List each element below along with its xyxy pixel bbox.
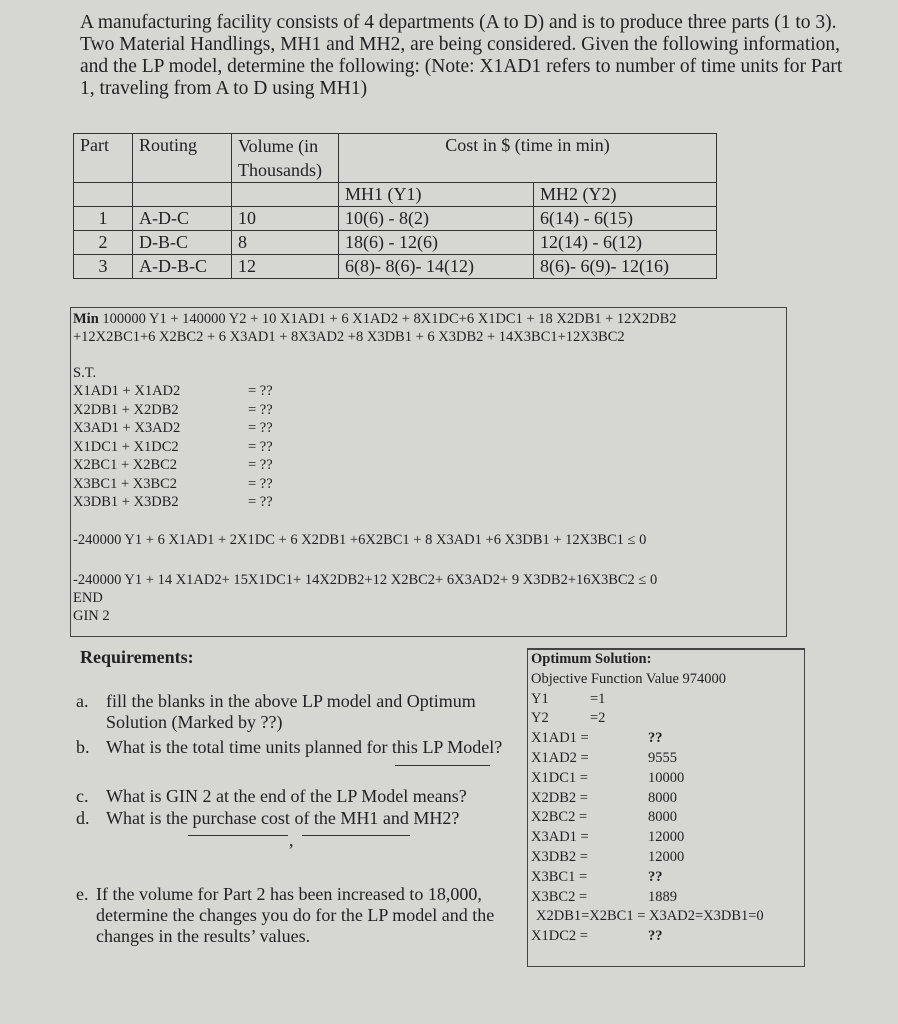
objective-line-2: +12X2BC1+6 X2BC2 + 6 X3AD1 + 8X3AD2 +8 X3DB1 + 6 X3DB2 + 14X3BC1+12X3BC2 (73, 329, 625, 345)
header-routing: Routing (133, 134, 232, 183)
solution-row: X3DB2 = 12000 (531, 848, 685, 865)
table-row: 1 A-D-C 10 10(6) - 8(2) 6(14) - 6(15) (74, 207, 717, 231)
solution-row: X1AD1 = ?? (531, 730, 663, 747)
objective-line-1: Min 100000 Y1 + 140000 Y2 + 10 X1AD1 + 6 X1AD2 + 8X1DC+6 X1DC1 + 18 X2DB1 + 12X2DB2 (73, 311, 677, 327)
constraint-row: X2DB1 + X2DB2 = ?? (73, 401, 273, 418)
solution-row: Y1 =1 (531, 690, 606, 707)
header-mh1: MH1 (Y1) (339, 183, 534, 207)
routing-table (73, 133, 717, 279)
solution-row: X1AD2 = 9555 (531, 749, 677, 766)
solution-row: X2DB2 = 8000 (531, 789, 677, 806)
constraint-row: X2BC1 + X2BC2 = ?? (73, 457, 273, 473)
requirement-d: What is the purchase cost of the MH1 and MH2? (106, 808, 460, 828)
answer-blank-mh2 (302, 835, 410, 836)
table-row: 3 A-D-B-C 12 6(8)- 8(6)- 14(12) 8(6)- 6(9)- 12(16) (74, 255, 717, 279)
constraint-row: X1DC1 + X1DC2 = ?? (73, 438, 273, 455)
zero-variables: X2DB1=X2BC1 = X3AD2=X3DB1=0 (536, 908, 764, 925)
table-row: 2 D-B-C 8 18(6) - 12(6) 12(14) - 6(12) (74, 231, 717, 255)
header-volume: Volume (in Thousands) (232, 134, 339, 183)
solution-row: X3BC1 = ?? (531, 868, 663, 885)
requirement-a: fill the blanks in the above LP model and Optimum Solution (Marked by ??) (106, 691, 476, 732)
constraint-row: X1AD1 + X1AD2 = ?? (73, 383, 273, 399)
capacity-constraint-mh2: -240000 Y1 + 14 X1AD2+ 15X1DC1+ 14X2DB2+12 X2BC2+ 6X3AD2+ 9 X3DB2+16X3BC2 ≤ 0 (73, 572, 658, 588)
solution-row: X3BC2 = 1889 (531, 888, 677, 905)
requirement-c: What is GIN 2 at the end of the LP Model means? (106, 786, 467, 806)
solution-row: X3AD1 = 12000 (531, 829, 685, 846)
constraint-row: X3AD1 + X3AD2 = ?? (73, 420, 273, 436)
optimum-solution-box (527, 648, 805, 967)
answer-blank-b (395, 765, 490, 766)
constraint-row: X3DB1 + X3DB2 = ?? (73, 494, 273, 510)
solution-row: X2BC2 = 8000 (531, 809, 677, 826)
header-part: Part (74, 134, 133, 183)
gin-statement: GIN 2 (73, 608, 110, 624)
header-cost: Cost in $ (time in min) (339, 134, 717, 183)
header-mh2: MH2 (Y2) (534, 183, 717, 207)
requirement-b: What is the total time units planned for this LP Model? (106, 737, 503, 757)
solution-row: X1DC2 = ?? (531, 928, 663, 945)
solution-row: X1DC1 = 10000 (531, 769, 685, 786)
subject-to-label: S.T. (73, 365, 97, 381)
optimum-title: Optimum Solution: (531, 651, 652, 667)
capacity-constraint-mh1: -240000 Y1 + 6 X1AD1 + 2X1DC + 6 X2DB1 +6X2BC1 + 8 X3AD1 +6 X3DB1 + 12X3BC1 ≤ 0 (73, 532, 647, 548)
solution-row: Y2 =2 (531, 710, 606, 727)
end-statement: END (73, 590, 103, 606)
problem-statement: A manufacturing facility consists of 4 departments (A to D) and is to produce three parts (1 to 3). Two Material Handlings, MH1 and MH2, are being considered. Given the following information, and the LP model, determine the following: (Note: X1AD1 refers to number of time units for Part 1, traveling from A to D using MH1) (80, 12, 843, 99)
requirements-title: Requirements: (80, 647, 194, 667)
requirement-e: If the volume for Part 2 has been increased to 18,000, determine the changes you do for the LP model and the changes in the results’ values. (96, 884, 495, 946)
constraint-row: X3BC1 + X3BC2 = ?? (73, 475, 273, 492)
objective-value: Objective Function Value 974000 (531, 670, 727, 687)
lp-model-box (70, 307, 787, 637)
answer-blank-mh1 (188, 835, 288, 836)
